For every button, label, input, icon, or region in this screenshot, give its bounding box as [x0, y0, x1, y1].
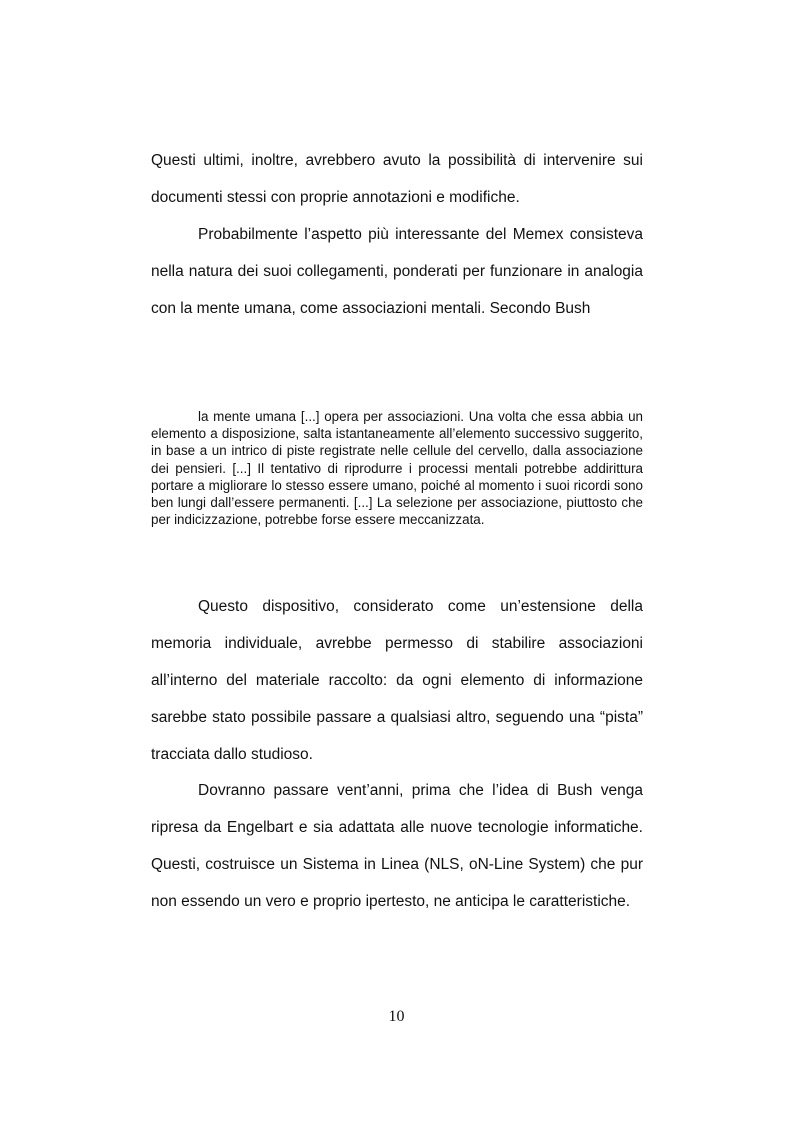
- paragraph-engelbart-nls: Dovranno passare vent’anni, prima che l’idea di Bush venga ripresa da Engelbart e sia adattata alle nuove tecnologie informatiche. Questi, costruisce un Sistema in Linea (NLS, oN-Line System) che pur non essendo un vero e proprio ipertesto, ne anticipa le caratteristiche.: [151, 782, 643, 910]
- paragraph-device-extension: Questo dispositivo, considerato come un’estensione della memoria individuale, avrebbe permesso di stabilire associazioni all’interno del materiale raccolto: da ogni elemento di informazione sarebbe stato possibile passare a qualsiasi altro, seguendo una “pista” tracciata dallo studioso.: [151, 598, 643, 763]
- paragraph-memex-links: Probabilmente l’aspetto più interessante del Memex consisteva nella natura dei suoi collegamenti, ponderati per funzionare in analogia con la mente umana, come associazioni mentali. Secondo Bush: [151, 226, 643, 317]
- paragraph-annotations: Questi ultimi, inoltre, avrebbero avuto la possibilità di intervenire sui documenti stessi con proprie annotazioni e modifiche.: [151, 152, 643, 206]
- block-quote-bush: la mente umana [...] opera per associazioni. Una volta che essa abbia un elemento a disposizione, salta istantaneamente all’elemento successivo suggerito, in base a un intrico di piste registrate nelle cellule del cervello, dalla associazione dei pensieri. [...] Il tentativo di riprodurre i processi mentali potrebbe addirittura portare a migliorare lo stesso essere umano, poiché al momento i suoi ricordi sono ben lungi dall’essere permanenti. [...] La selezione per associazione, piuttosto che per indicizzazione, potrebbe forse essere meccanizzata.: [151, 409, 643, 528]
- page-number: 10: [388, 1008, 405, 1025]
